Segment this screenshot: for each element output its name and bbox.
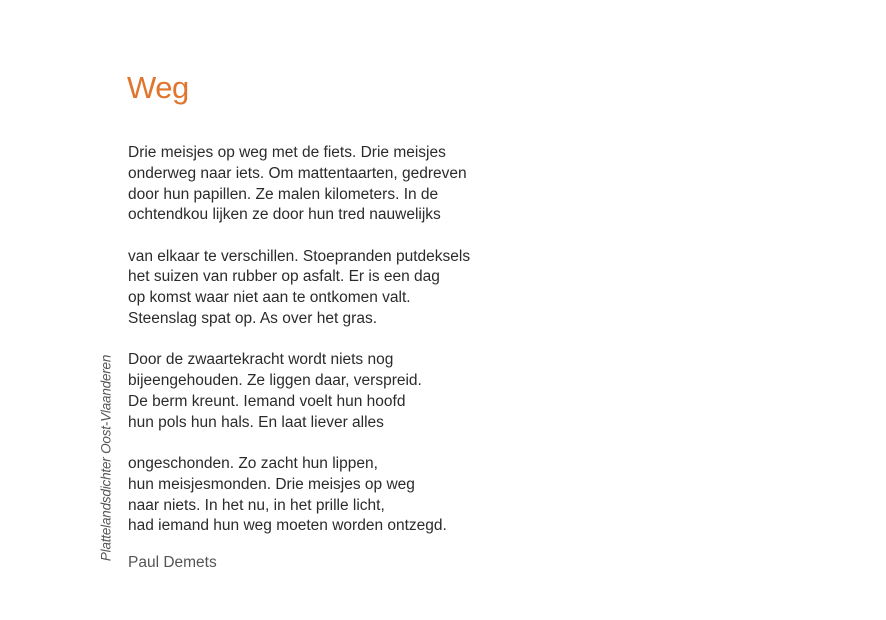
poem-line: naar niets. In het nu, in het prille licht, xyxy=(128,496,385,514)
poem-line: het suizen van rubber op asfalt. Er is een dag xyxy=(128,268,440,286)
poem-line: Drie meisjes op weg met de fiets. Drie meisjes xyxy=(128,144,446,161)
poem-line: had iemand hun weg moeten worden ontzegd. xyxy=(128,517,447,535)
poem-line: hun meisjesmonden. Drie meisjes op weg xyxy=(128,475,415,493)
poem-line: ongeschonden. Zo zacht hun lippen, xyxy=(128,455,378,473)
poem-line: hun pols hun hals. En laat liever alles xyxy=(128,413,384,431)
poem-body xyxy=(128,143,548,558)
stanza xyxy=(128,454,548,537)
poem-line: door hun papillen. Ze malen kilometers. In de xyxy=(128,185,439,203)
poem-line: Steenslag spat op. As over het gras. xyxy=(128,310,378,328)
poem-line: op komst waar niet aan te ontkomen valt. xyxy=(128,289,411,307)
poem-title: Weg xyxy=(127,70,189,105)
poem-line: De berm kreunt. Iemand voelt hun hoofd xyxy=(128,392,406,410)
poem-line: Door de zwaartekracht wordt niets nog xyxy=(128,351,394,369)
side-label: Plattelandsdichter Oost-Vlaanderen xyxy=(98,354,114,562)
poem-author: Paul Demets xyxy=(128,554,217,571)
poem-line: bijeengehouden. Ze liggen daar, verspreid. xyxy=(128,372,422,390)
poem-line: ochtendkou lijken ze door hun tred nauwelijks xyxy=(128,206,441,224)
poem-line: onderweg naar iets. Om mattentaarten, gedreven xyxy=(128,164,467,182)
stanza xyxy=(128,143,548,226)
poem-line: van elkaar te verschillen. Stoepranden putdeksels xyxy=(128,247,471,265)
stanza xyxy=(128,247,548,330)
stanza xyxy=(128,350,548,433)
